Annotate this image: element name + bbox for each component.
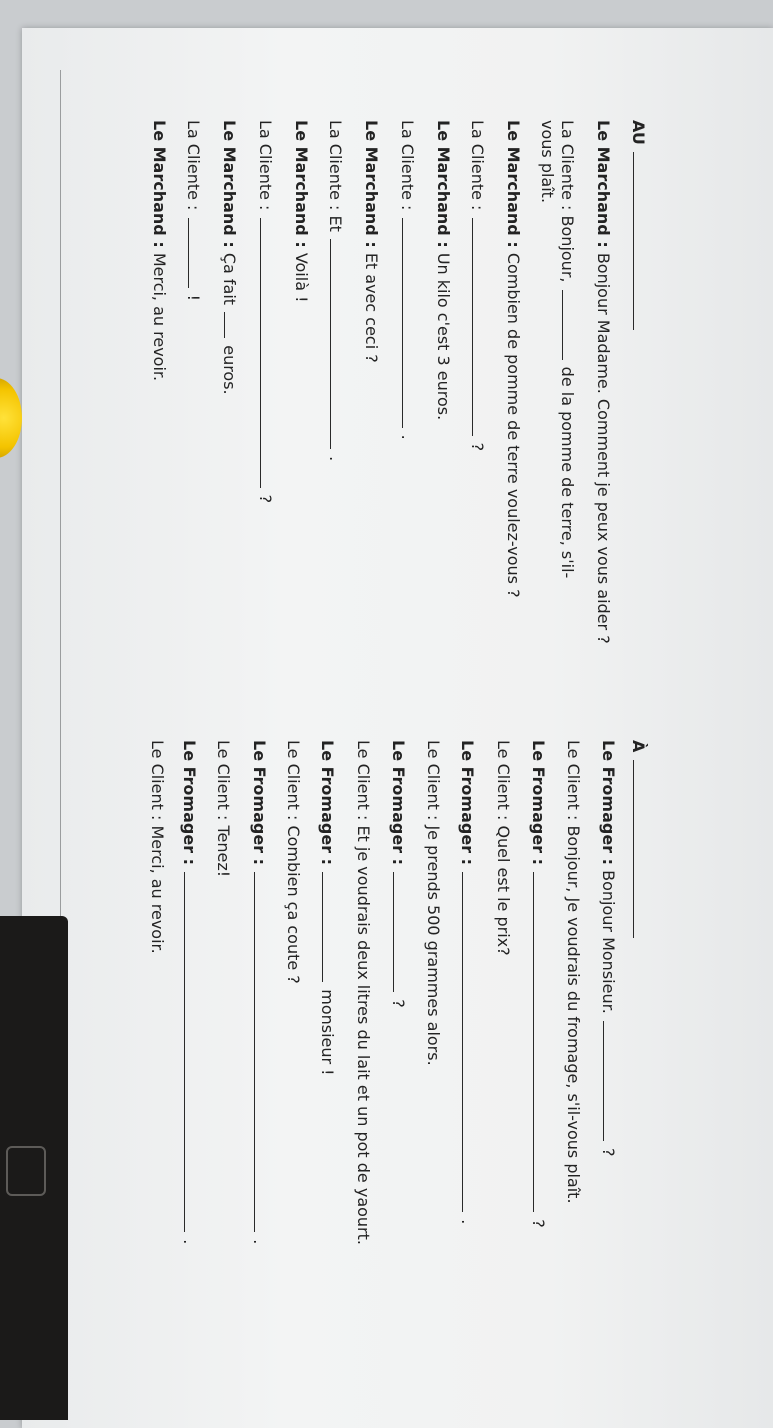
blank-fromager-3[interactable] <box>462 872 477 1212</box>
dark-object <box>0 916 68 1420</box>
line-cliente-4: La Cliente : Et . <box>326 120 345 462</box>
blank-cliente-2[interactable] <box>472 218 487 436</box>
line-client-7: Le Client : Merci, au revoir. <box>148 740 167 954</box>
line-cliente-1: La Cliente : Bonjour, de la pomme de terre, s'il- <box>558 120 577 579</box>
line-cliente-5: La Cliente : ? <box>256 120 275 504</box>
blank-cliente-5[interactable] <box>260 218 275 488</box>
line-client-1: Le Client : Bonjour, Je voudrais du fromage, s'il-vous plaît. <box>564 740 583 1204</box>
line-fromager-3: Le Fromager : . <box>458 740 477 1225</box>
line-marchand-1: Le Marchand : Bonjour Madame. Comment je peux vous aider ? <box>594 120 613 644</box>
line-client-3: Le Client : Je prends 500 grammes alors. <box>424 740 443 1066</box>
blank-title-a[interactable] <box>633 760 648 938</box>
line-client-6: Le Client : Tenez! <box>214 740 233 878</box>
line-marchand-6: Le Marchand : Ça fait euros. <box>220 120 239 395</box>
blank-cliente-4[interactable] <box>330 239 345 449</box>
blank-fromager-7[interactable] <box>184 872 199 1232</box>
line-marchand-5: Le Marchand : Voilà ! <box>292 120 311 303</box>
line-fromager-5: Le Fromager : monsieur ! <box>318 740 337 1076</box>
line-marchand-2: Le Marchand : Combien de pomme de terre voulez-vous ? <box>504 120 523 598</box>
line-fromager-2: Le Fromager : ? <box>529 740 548 1228</box>
line-fromager-4: Le Fromager : ? <box>389 740 408 1008</box>
line-fromager-6: Le Fromager : . <box>250 740 269 1245</box>
blank-cliente-3[interactable] <box>402 218 417 428</box>
blank-cliente-6[interactable] <box>188 218 203 288</box>
line-marchand-7: Le Marchand : Merci, au revoir. <box>150 120 169 382</box>
line-marchand-4: Le Marchand : Et avec ceci ? <box>362 120 381 363</box>
line-marchand-3: Le Marchand : Un kilo c'est 3 euros. <box>434 120 453 421</box>
blank-euros[interactable] <box>224 312 239 338</box>
blank-fromager-5[interactable] <box>322 872 337 982</box>
line-fromager-7: Le Fromager : . <box>180 740 199 1245</box>
line-client-5: Le Client : Combien ça coute ? <box>284 740 303 984</box>
line-cliente-1-cont: vous plaît. <box>538 120 557 204</box>
blank-fromager-4[interactable] <box>393 872 408 992</box>
blank-title[interactable] <box>633 152 648 330</box>
title-au: AU <box>628 120 648 332</box>
blank-cliente-1[interactable] <box>562 290 577 360</box>
line-client-4: Le Client : Et je voudrais deux litres du lait et un pot de yaourt. <box>354 740 373 1245</box>
line-client-2: Le Client : Quel est le prix? <box>494 740 513 956</box>
line-cliente-6: La Cliente : ! <box>184 120 203 302</box>
line-cliente-2: La Cliente : ? <box>468 120 487 452</box>
title-a: À <box>628 740 648 940</box>
blank-fromager-2[interactable] <box>533 872 548 1212</box>
line-cliente-3: La Cliente : . <box>398 120 417 440</box>
blank-fromager-1[interactable] <box>603 1021 618 1141</box>
dark-object-handle <box>6 1146 46 1196</box>
blank-fromager-6[interactable] <box>254 872 269 1232</box>
line-fromager-1: Le Fromager : Bonjour Monsieur. ? <box>599 740 618 1157</box>
